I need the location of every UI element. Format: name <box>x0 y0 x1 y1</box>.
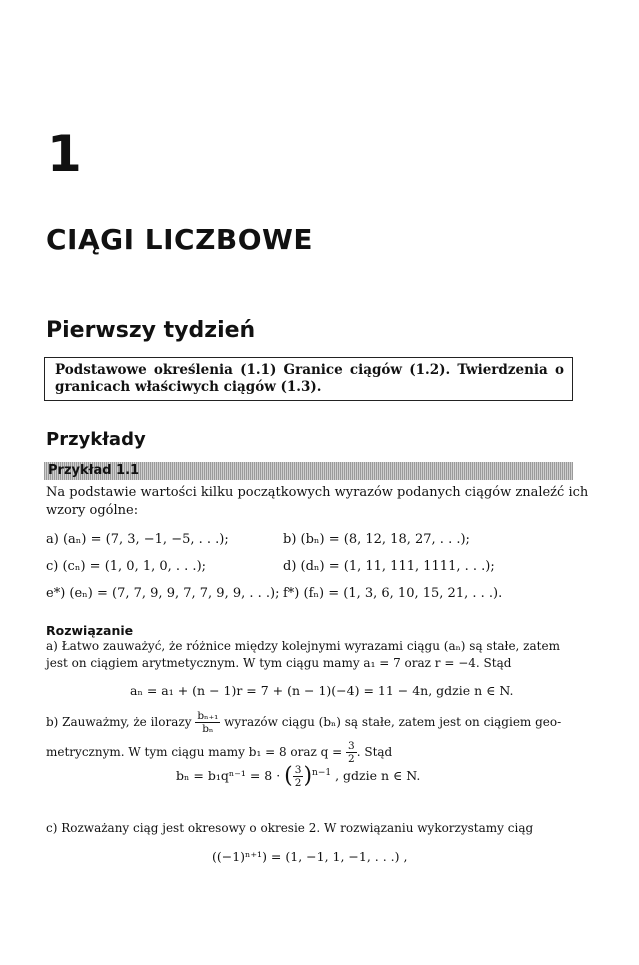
ratio-fraction <box>195 710 220 735</box>
solution-b-prefix: b) Zauważmy, że ilorazy <box>46 715 192 729</box>
b-formula-right: , gdzie n ∈ N. <box>335 768 421 784</box>
item-d: d) (dₙ) = (1, 11, 111, 1111, . . .); <box>283 559 495 574</box>
b-formula-left: bₙ = b₁qⁿ⁻¹ = 8 · <box>176 768 281 784</box>
q-fraction <box>346 740 357 765</box>
right-paren: ) <box>303 763 313 789</box>
examples-title: Przykłady <box>46 429 146 450</box>
b-formula-exponent: n−1 <box>312 768 332 778</box>
left-paren: ( <box>284 763 293 789</box>
solution-c-formula: ((−1)ⁿ⁺¹) = (1, −1, 1, −1, . . .) , <box>212 849 408 864</box>
q-numerator: 3 <box>348 740 355 752</box>
item-b: b) (bₙ) = (8, 12, 18, 27, . . .); <box>283 532 470 547</box>
b-formula-numerator: 3 <box>294 764 302 777</box>
topics-box: Podstawowe określenia (1.1) Granice ciągów (1.2). Twierdzenia o granicach właściwych ciągów (1.3). <box>44 357 573 401</box>
solution-a-line2: jest on ciągiem arytmetycznym. W tym ciągu mamy a₁ = 7 oraz r = −4. Stąd <box>46 656 512 670</box>
item-c: c) (cₙ) = (1, 0, 1, 0, . . .); <box>46 559 207 574</box>
b-formula-denominator: 2 <box>294 777 302 790</box>
task-text-continued: wzory ogólne: <box>46 503 139 518</box>
item-e: e*) (eₙ) = (7, 7, 9, 9, 7, 7, 9, 9, . . .); <box>46 586 280 601</box>
ratio-denominator: bₙ <box>202 723 214 735</box>
solution-c-line1: c) Rozważany ciąg jest okresowy o okresie 2. W rozwiązaniu wykorzystamy ciąg <box>46 821 534 835</box>
example-label: Przykład 1.1 <box>48 463 140 478</box>
solution-b-formula <box>176 764 420 789</box>
chapter-number: 1 <box>47 125 82 183</box>
solution-a-line1: a) Łatwo zauważyć, że różnice między kolejnymi wyrazami ciągu (aₙ) są stałe, zatem <box>46 639 560 653</box>
solution-b-suffix: wyrazów ciągu (bₙ) są stałe, zatem jest on ciągiem geo- <box>224 715 562 729</box>
week-title: Pierwszy tydzień <box>46 318 256 343</box>
solution-b-line1 <box>46 710 561 735</box>
ratio-numerator: bₙ₊₁ <box>197 710 219 722</box>
solution-b-line2 <box>46 740 392 765</box>
solution-b-line2-prefix: metrycznym. W tym ciągu mamy b₁ = 8 oraz q = <box>46 745 343 759</box>
solution-heading: Rozwiązanie <box>46 623 134 638</box>
item-a: a) (aₙ) = (7, 3, −1, −5, . . .); <box>46 532 229 547</box>
b-formula-fraction <box>293 764 304 789</box>
task-text: Na podstawie wartości kilku początkowych wyrazów podanych ciągów znaleźć ich <box>46 485 589 500</box>
solution-b-line2-suffix: . Stąd <box>356 745 393 759</box>
solution-a-formula: aₙ = a₁ + (n − 1)r = 7 + (n − 1)(−4) = 11 − 4n, gdzie n ∈ N. <box>130 683 514 698</box>
q-denominator: 2 <box>348 753 355 765</box>
chapter-title: CIĄGI LICZBOWE <box>46 223 314 256</box>
item-f: f*) (fₙ) = (1, 3, 6, 10, 15, 21, . . .). <box>283 586 503 601</box>
